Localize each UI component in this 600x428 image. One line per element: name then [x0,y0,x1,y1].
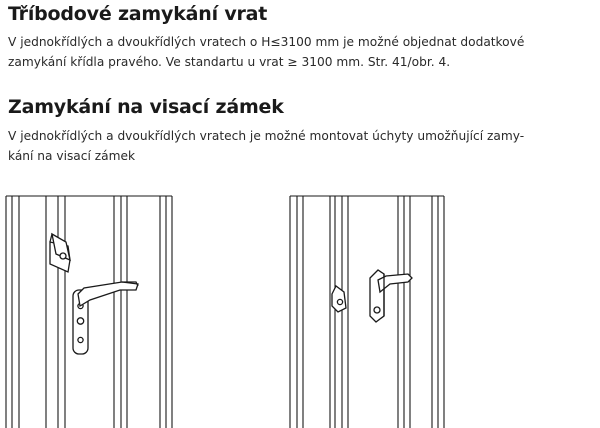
description-line: zamykání křídla pravého. Ve standartu u vrat ≥ 3100 mm. Str. 41/obr. 4. [8,55,451,69]
padlock-bracket-icon [50,234,70,272]
lever-handle-icon [73,282,138,354]
lever-handle-icon [370,270,412,322]
description-line: V jednokřídlých a dvoukřídlých vratech je možné montovat úchyty umožňující zamy- [8,129,525,143]
section-title-three-point-locking: Tříbodové zamykání vrat [8,3,268,25]
description-line: kání na visací zámek [8,149,136,163]
illustration-double-leaf-padlock [280,182,455,428]
section-description-three-point-locking [8,32,524,72]
illustration-single-leaf-padlock [0,182,180,428]
section-title-padlock-locking: Zamykání na visací zámek [8,96,284,118]
gate-frame-lines [6,196,172,428]
section-description-padlock-locking [8,126,524,166]
description-line: V jednokřídlých a dvoukřídlých vratech o H≤3100 mm je možné objednat dodatkové [8,35,525,49]
padlock-bracket-icon [332,286,346,312]
gate-frame-lines [290,196,444,428]
